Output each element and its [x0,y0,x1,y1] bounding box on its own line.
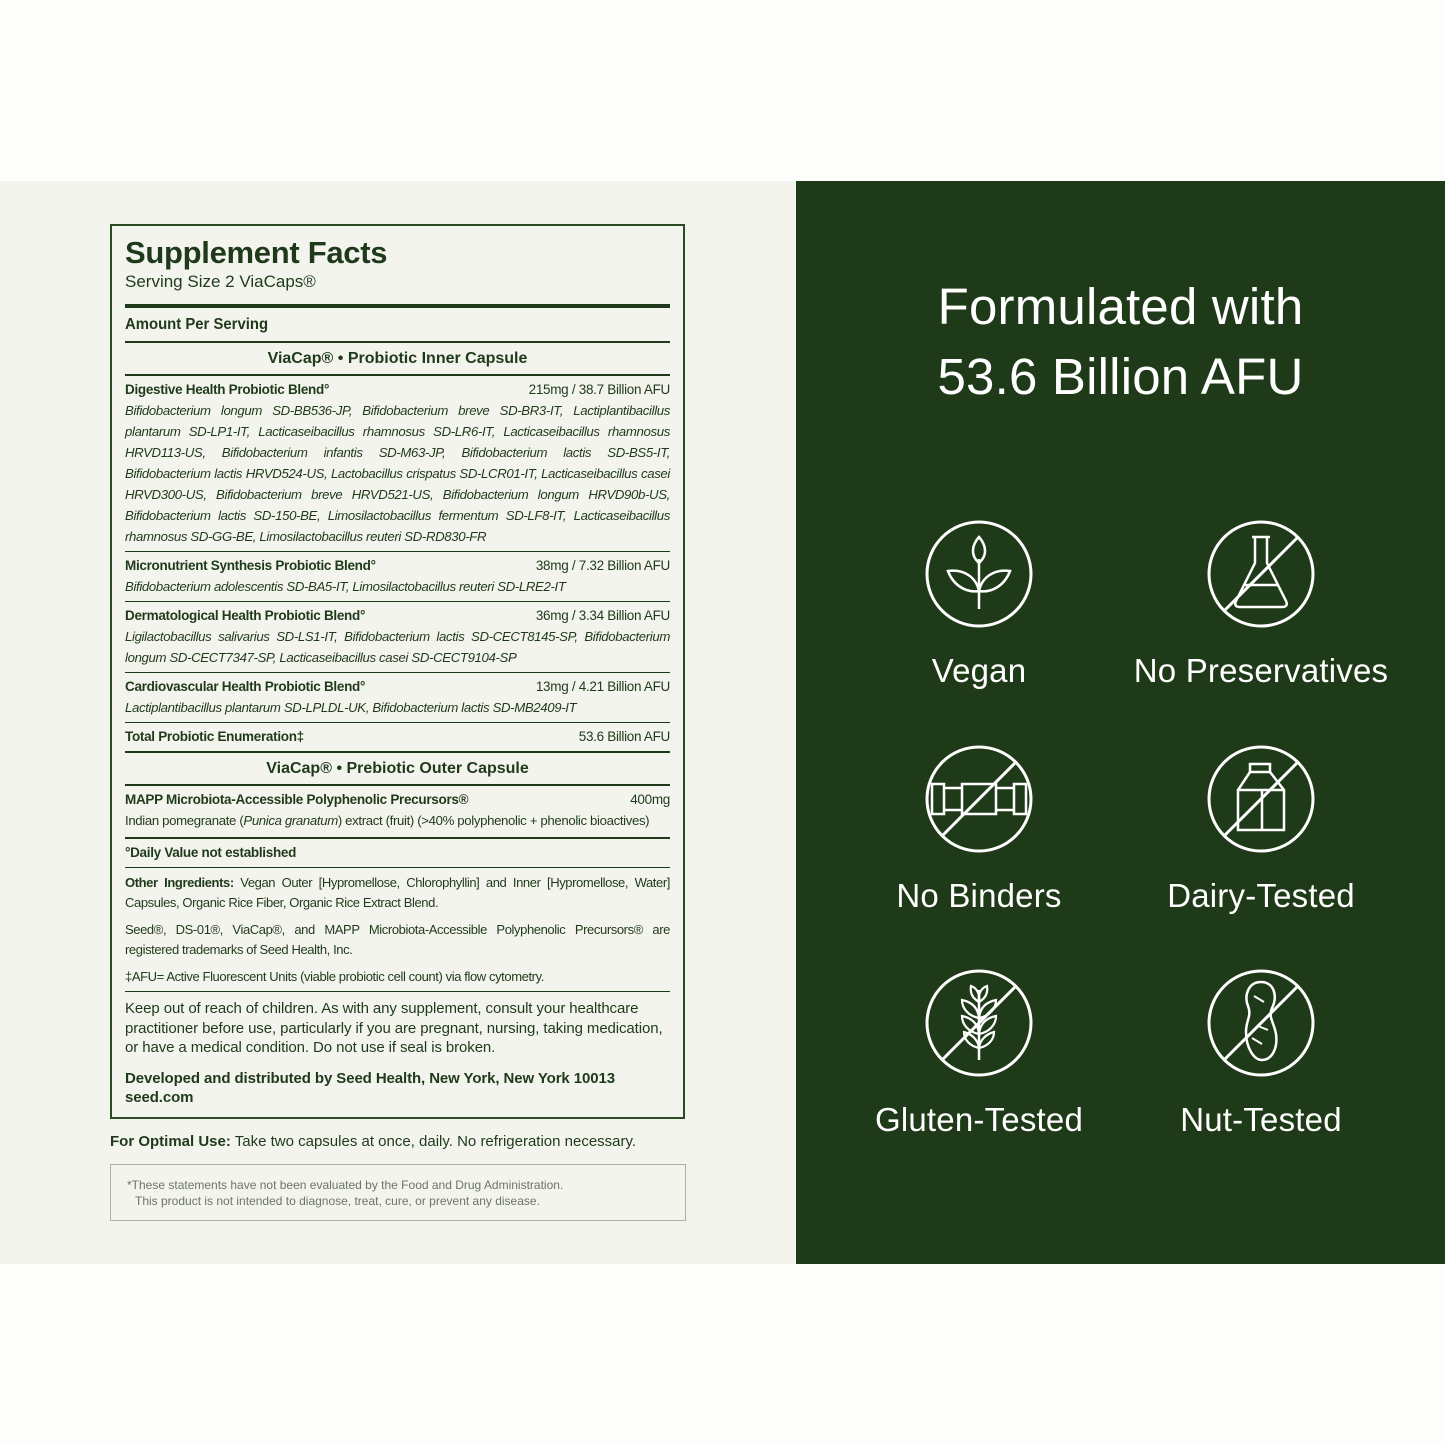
wheat-crossed-icon [924,968,1034,1078]
mapp-description: Indian pomegranate (Punica granatum) extract (fruit) (>40% polyphenolic + phenolic bioactives) [125,813,650,828]
mapp-amount: 400mg [630,792,670,807]
mapp-name: MAPP Microbiota-Accessible Polyphenolic Precursors® [125,792,469,807]
facts-title: Supplement Facts [125,235,388,270]
blend-micronutrient [125,552,670,601]
milk-carton-crossed-icon [1206,744,1316,854]
blend-amount: 215mg / 38.7 Billion AFU [528,382,670,397]
badge-label: Gluten-Tested [874,1101,1084,1138]
badge-dairy-tested [1111,744,1411,916]
blend-name: Micronutrient Synthesis Probiotic Blend° [125,558,376,573]
badge-label: Dairy-Tested [1167,877,1355,914]
badge-no-binders [829,744,1129,916]
blend-amount: 38mg / 7.32 Billion AFU [535,558,670,573]
website-link[interactable]: seed.com [125,1089,194,1106]
badge-nut-tested [1111,968,1411,1140]
blend-strains: Lactiplantibacillus plantarum SD-LPLDL-UK, Bifidobacterium lactis SD-MB2409-IT [125,700,577,715]
daily-value-note: °Daily Value not established [125,845,297,860]
fda-disclaimer: *These statements have not been evaluated by the Food and Drug Administration. This product is not intended to diagnose, treat, cure, or prevent any disease. [110,1164,686,1221]
peanut-crossed-icon [1206,968,1316,1078]
warning-text: Keep out of reach of children. As with any supplement, consult your healthcare practitioner before use, particularly if you are pregnant, nursing, taking medication, or have a medical condition. Do not use if seal is broken. [125,1000,663,1056]
total-label: Total Probiotic Enumeration‡ [125,729,304,744]
badge-gluten-tested [829,968,1129,1140]
blend-strains: Bifidobacterium longum SD-BB536-JP, Bifidobacterium breve SD-BR3-IT, Lactiplantibacillus plantarum SD-LP1-IT, Lacticaseibacillus rhamnosus SD-LR6-IT, Lacticaseibacillus rhamnosus HRVD113-US, Bifidobacterium infantis SD-M63-JP, Bifidobacterium lactis SD-BS5-IT, Bifidobacterium lactis HRVD524-US, Lactobacillus crispatus SD-LCR01-IT, Lacticaseibacillus casei HRVD300-US, Bifidobacterium breve HRVD521-US, Bifidobacterium longum HRVD90b-US, Bifidobacterium lactis SD-150-BE, Limosilactobacillus fermentum SD-LF8-IT, Lacticaseibacillus rhamnosus SD-GG-BE, Limosilactobacillus reuteri SD-RD830-FR [125,403,670,544]
binder-crossed-icon [924,744,1034,854]
outer-capsule-heading: ViaCap® • Prebiotic Outer Capsule [266,760,529,777]
serving-size: Serving Size 2 ViaCaps® [125,272,316,291]
supplement-facts-panel [110,224,685,1119]
blend-name: Dermatological Health Probiotic Blend° [125,608,366,623]
badge-label: Vegan [931,652,1027,689]
total-value: 53.6 Billion AFU [578,729,670,744]
amount-per-serving: Amount Per Serving [125,316,269,333]
blend-strains: Bifidobacterium adolescentis SD-BA5-IT, Limosilactobacillus reuteri SD-LRE2-IT [125,579,566,594]
inner-capsule-heading: ViaCap® • Probiotic Inner Capsule [267,350,528,367]
badge-label: No Preservatives [1133,652,1389,689]
badge-no-preservatives [1111,519,1411,691]
blend-digestive [125,376,670,551]
headline: Formulated with 53.6 Billion AFU [937,278,1304,405]
flask-crossed-icon [1206,519,1316,629]
distributor: Developed and distributed by Seed Health, New York, New York 10013 [125,1069,615,1087]
badge-vegan [829,519,1129,691]
blend-name: Digestive Health Probiotic Blend° [125,382,330,397]
mapp-row [125,786,670,835]
badge-label: Nut-Tested [1180,1101,1342,1138]
blend-dermatological [125,602,670,672]
blend-cardiovascular [125,673,670,722]
plant-icon [924,519,1034,629]
afu-note: ‡AFU= Active Fluorescent Units (viable probiotic cell count) via flow cytometry. [125,969,544,984]
total-enumeration [125,723,670,751]
blend-amount: 13mg / 4.21 Billion AFU [535,679,670,694]
badge-label: No Binders [896,877,1062,914]
blend-amount: 36mg / 3.34 Billion AFU [535,608,670,623]
trademarks-note: Seed®, DS-01®, ViaCap®, and MAPP Microbiota-Accessible Polyphenolic Precursors® are registered trademarks of Seed Health, Inc. [125,922,670,957]
blend-strains: Ligilactobacillus salivarius SD-LS1-IT, Bifidobacterium lactis SD-CECT8145-SP, Bifidobacterium longum SD-CECT7347-SP, Lacticaseibacillus casei SD-CECT9104-SP [125,629,670,665]
optimal-use: For Optimal Use: Take two capsules at once, daily. No refrigeration necessary. [110,1133,637,1150]
blend-name: Cardiovascular Health Probiotic Blend° [125,679,366,694]
other-ingredients: Other Ingredients: Vegan Outer [Hypromellose, Chlorophyllin] and Inner [Hypromellose, Water] Capsules, Organic Rice Fiber, Organic Rice Extract Blend. [125,875,670,910]
